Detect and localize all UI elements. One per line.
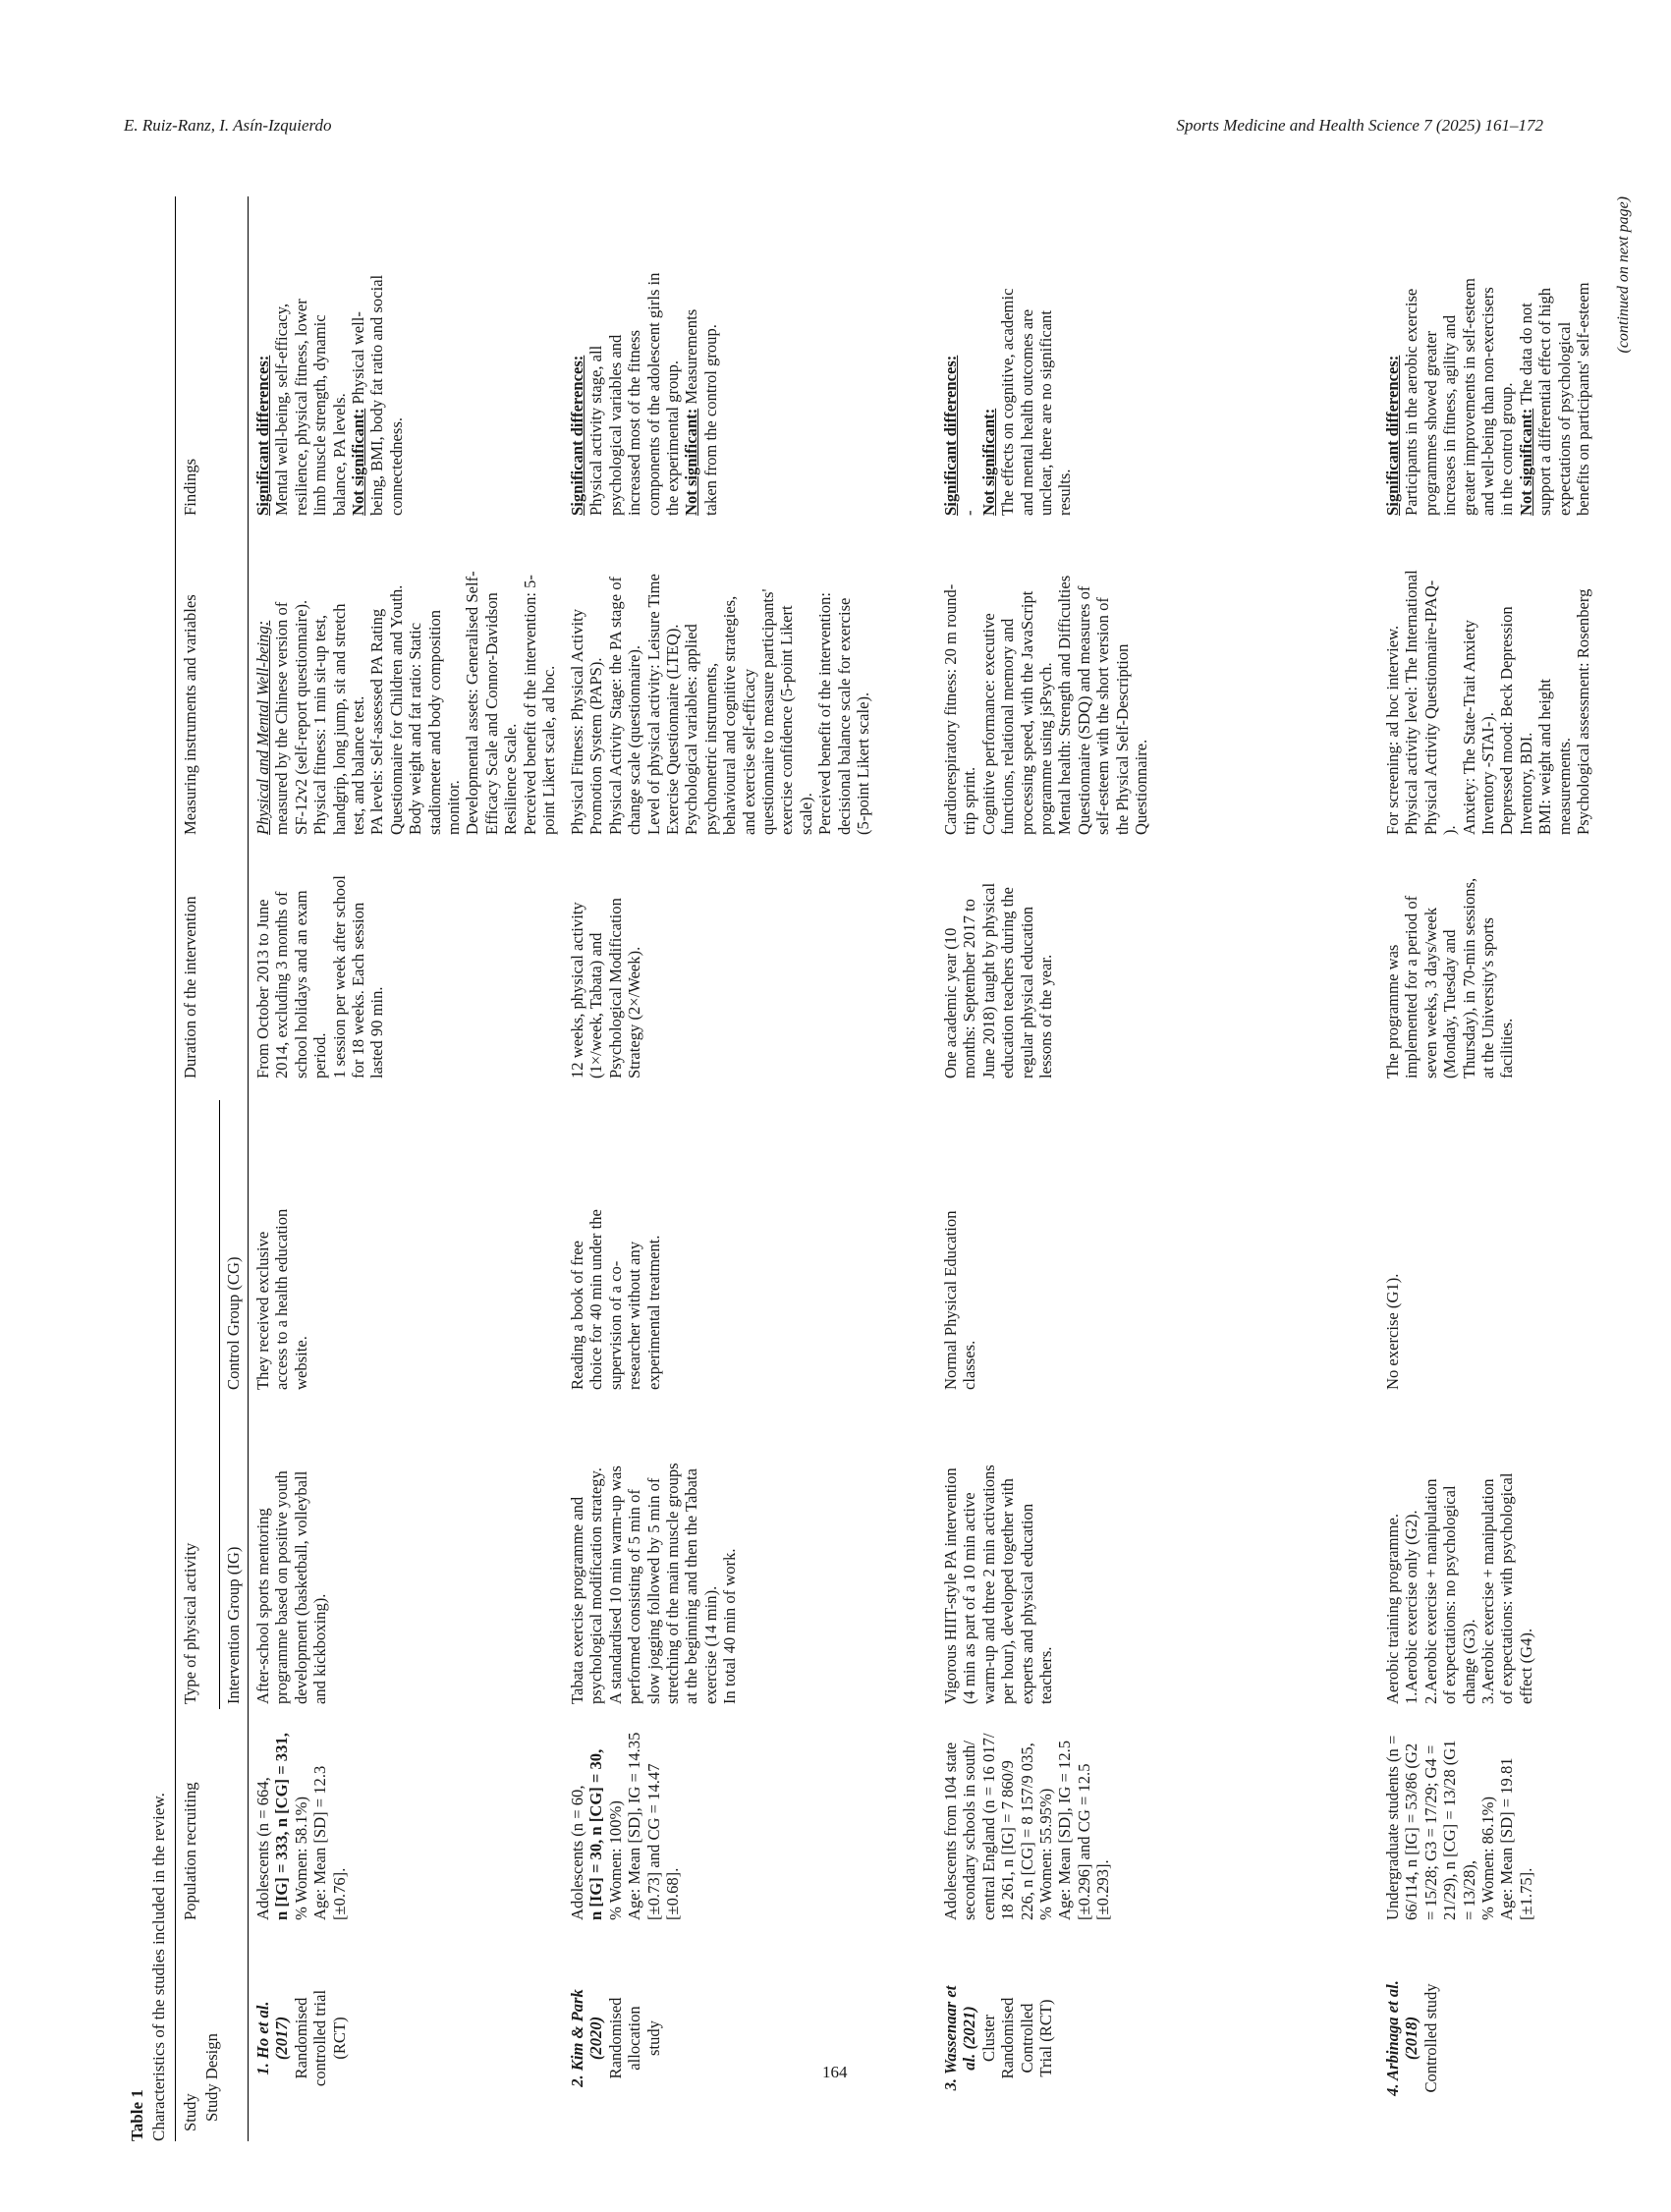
- ig-line: of expectations: with psychological: [1497, 1472, 1517, 1704]
- header-duration: Duration of the intervention: [181, 896, 199, 1078]
- findings-line: in the control group.: [1497, 382, 1517, 516]
- ig-line: 2.Aerobic exercise + manipulation: [1420, 1478, 1440, 1704]
- cg-line: supervision of a co-: [605, 1260, 625, 1390]
- duration-line: lasted 90 min.: [367, 986, 387, 1078]
- population-line: % Women: 58.1%): [291, 1796, 310, 1920]
- study-year: (2020): [586, 2016, 606, 2061]
- findings-line: being, BMI, body fat ratio and social: [367, 274, 387, 516]
- duration-line: Psychological Modification: [605, 898, 625, 1078]
- table-caption: Characteristics of the studies included in the review.: [149, 1793, 168, 2141]
- measuring-line: Questionnaire.: [1132, 739, 1151, 835]
- ig-line: Aerobic training programme.: [1383, 1514, 1402, 1704]
- duration-line: implemented for a period of: [1402, 895, 1421, 1078]
- population-line: Adolescents (n = 664,: [253, 1777, 272, 1920]
- study-design: study: [643, 2020, 663, 2056]
- table-row-2-study: [568, 1935, 663, 2141]
- measuring-line: decisional balance scale for exercise: [834, 597, 854, 835]
- measuring-line: scale).: [796, 793, 815, 835]
- findings-line: programmes showed greater: [1420, 331, 1440, 516]
- findings-sig-label: Significant differences:: [568, 355, 586, 516]
- findings-line: the experimental group.: [663, 359, 683, 516]
- findings-line: psychological variables and: [605, 334, 625, 516]
- measuring-line: Physical fitness: 1 min sit-up test,: [310, 614, 330, 835]
- measuring-line: Resilience Scale.: [501, 723, 521, 835]
- ig-line: Vigorous HIIT-style PA intervention: [941, 1467, 960, 1704]
- population-line: n [IG] = 30, n [CG] = 30,: [586, 1748, 606, 1920]
- cg-line: classes.: [960, 1340, 979, 1390]
- ig-line: slow jogging followed by 5 min of: [643, 1477, 663, 1704]
- measuring-line: Physical activity level: The International: [1402, 570, 1421, 835]
- population-line: Undergraduate students (n =: [1383, 1735, 1402, 1920]
- duration-line: 12 weeks, physical activity: [568, 902, 586, 1078]
- table-row-1-duration: [253, 875, 387, 1078]
- measuring-line: questionnaire to measure participants': [758, 588, 778, 835]
- table-row-3-population: [941, 1734, 1113, 1920]
- duration-line: for 18 weeks. Each session: [349, 902, 368, 1078]
- cg-line: Normal Physical Education: [941, 1210, 960, 1390]
- measuring-line: Physical Activity Stage: the PA stage of: [605, 576, 625, 835]
- findings-line: and mental health outcomes are: [1017, 308, 1036, 516]
- duration-line: 2014, excluding 3 months of: [272, 891, 292, 1078]
- findings-line: The effects on cognitive, academic: [998, 288, 1018, 516]
- study-design: Randomised: [291, 1997, 310, 2079]
- study-year: al. (2021): [960, 2006, 979, 2071]
- findings-line: support a differential effect of high: [1535, 287, 1555, 516]
- duration-line: education teachers during the: [998, 887, 1018, 1078]
- ig-line: programme based on positive youth: [272, 1470, 292, 1704]
- duration-line: Strategy (2×/Week).: [625, 946, 644, 1078]
- table-row-2-cg: [568, 1209, 663, 1390]
- study-design: Controlled study: [1420, 1983, 1440, 2093]
- table-row-4-measuring: [1383, 570, 1592, 835]
- population-line: [±0.68].: [663, 1867, 683, 1920]
- table-row-4-ig: [1383, 1473, 1535, 1704]
- duration-line: 1 session per week after school: [329, 875, 349, 1078]
- findings-nonsig-label: Not significant:: [682, 408, 701, 516]
- measuring-line: For screening: ad hoc interview.: [1383, 625, 1402, 835]
- table-row-1-ig: [253, 1470, 330, 1704]
- measuring-line: change scale (questionnaire).: [625, 644, 644, 835]
- ig-line: teachers.: [1036, 1646, 1056, 1704]
- measuring-line: trip sprint.: [960, 766, 979, 835]
- header-study: Study: [181, 2093, 199, 2131]
- duration-line: at the University's sports: [1478, 917, 1498, 1078]
- duration-line: One academic year (10: [941, 927, 960, 1078]
- findings-nonsig-label: Not significant:: [1516, 408, 1535, 516]
- ig-line: and kickboxing).: [310, 1593, 330, 1704]
- table-row-2-population: [568, 1733, 682, 1920]
- population-line: Adolescents from 104 state: [941, 1742, 960, 1920]
- page-number: 164: [822, 2063, 848, 2081]
- measuring-line: psychometric instruments,: [700, 662, 720, 835]
- findings-line: Measurements: [682, 308, 701, 409]
- measuring-line: test, and balance test.: [349, 695, 368, 835]
- duration-line: period.: [310, 1032, 330, 1078]
- findings-sig-label: Significant differences:: [253, 355, 272, 516]
- findings-line: The data do not: [1516, 303, 1535, 409]
- measuring-line: Promotion System (PAPS).: [586, 657, 606, 835]
- duration-line: (Monday, Tuesday and: [1440, 929, 1460, 1078]
- cg-line: They received exclusive: [253, 1231, 272, 1390]
- population-line: 18 261, n [IG] = 7 860/9: [998, 1760, 1018, 1920]
- population-line: Age: Mean [SD], IG = 14.35: [625, 1732, 644, 1920]
- duration-line: Thursday), in 70-min sessions,: [1459, 877, 1478, 1078]
- cg-line: No exercise (G1).: [1383, 1273, 1402, 1390]
- header-measuring: Measuring instruments and variables: [181, 594, 199, 835]
- findings-line: Participants in the aerobic exercise: [1402, 288, 1421, 516]
- ig-line: performed consisting of 5 min of: [625, 1489, 644, 1704]
- table-row-3-duration: [941, 883, 1055, 1078]
- table-row-1-measuring: [253, 571, 559, 835]
- findings-sig-label: Significant differences:: [1383, 355, 1402, 516]
- table-row-2-measuring: [568, 574, 873, 835]
- ig-line: After-school sports mentoring: [253, 1508, 272, 1704]
- measuring-line: functions, relational memory and: [998, 618, 1018, 835]
- running-header-authors: E. Ruiz-Ranz, I. Asín-Izquierdo: [124, 116, 332, 135]
- duration-line: From October 2013 to June: [253, 899, 272, 1078]
- measuring-line: exercise confidence (5-point Likert: [777, 605, 797, 835]
- study-name: 3. Wassenaar et: [941, 1985, 960, 2091]
- ig-line: 1.Aerobic exercise only (G2).: [1402, 1510, 1421, 1704]
- population-line: [±0.296] and CG = 12.5: [1074, 1763, 1093, 1920]
- measuring-line: Depressed mood: Beck Depression: [1497, 606, 1517, 835]
- ig-line: effect (G4).: [1516, 1628, 1535, 1704]
- measuring-line: SF-12v2 (self-report questionnaire).: [291, 599, 310, 835]
- findings-line: and well-being than non-exercisers: [1478, 287, 1498, 516]
- study-name: 2. Kim & Park: [568, 1989, 586, 2087]
- study-year: (2018): [1402, 2016, 1421, 2061]
- cg-line: Reading a book of free: [568, 1240, 586, 1390]
- measuring-line: ).: [1440, 825, 1460, 835]
- population-line: = 15/28; G3 = 17/29; G4 =: [1420, 1744, 1440, 1920]
- measuring-line: stadiometer and body composition: [424, 609, 444, 835]
- findings-line: Physical activity stage, all: [586, 345, 606, 516]
- table-row-3-study: [941, 1935, 1055, 2141]
- ig-line: of expectations: no psychological: [1440, 1485, 1460, 1704]
- measuring-line: Cognitive performance: executive: [978, 613, 998, 835]
- measuring-line: Mental health: Strength and Difficulties: [1055, 575, 1075, 835]
- table-top-rule: [175, 196, 176, 2141]
- population-line: Age: Mean [SD] = 19.81: [1497, 1757, 1517, 1920]
- measuring-line: Inventory -STAI-).: [1478, 712, 1498, 835]
- findings-line: unclear, there are no significant: [1036, 310, 1056, 516]
- duration-line: regular physical education: [1017, 906, 1036, 1078]
- cg-line: researcher without any: [625, 1241, 644, 1390]
- header-population: Population recruiting: [181, 1782, 199, 1920]
- ig-line: development (basketball, volleyball: [291, 1470, 310, 1704]
- population-line: % Women: 100%): [605, 1800, 625, 1920]
- cg-line: website.: [291, 1336, 310, 1390]
- cg-line: experimental treatment.: [643, 1235, 663, 1390]
- study-design: Randomised: [998, 1997, 1018, 2079]
- study-design: Controlled: [1017, 2003, 1036, 2074]
- findings-line: components of the adolescent girls in: [643, 272, 663, 516]
- population-line: Age: Mean [SD], IG = 12.5: [1055, 1740, 1075, 1920]
- table-row-4-study: [1383, 1935, 1440, 2141]
- ig-line: at the beginning and then the Tabata: [682, 1468, 701, 1704]
- measuring-line: Physical Fitness: Physical Activity: [568, 608, 586, 835]
- study-name: 4. Arbinaga et al.: [1383, 1980, 1402, 2096]
- population-line: % Women: 55.95%): [1036, 1788, 1056, 1920]
- findings-nonsig-label: Not significant:: [349, 408, 368, 516]
- measuring-line: point Likert scale, ad hoc.: [539, 665, 559, 835]
- header-cg: Control Group (CG): [224, 1256, 243, 1390]
- measuring-line: Questionnaire for Children and Youth.: [386, 584, 406, 835]
- population-line: 226, n [CG] = 8 157/9 035,: [1017, 1742, 1036, 1920]
- rotated-table: [128, 177, 1641, 2141]
- findings-line: Mental well-being, self-efficacy,: [272, 303, 292, 516]
- duration-line: lessons of the year.: [1036, 954, 1056, 1078]
- ig-line: In total 40 min of work.: [720, 1548, 740, 1704]
- duration-line: (1×/week, Tabata) and: [586, 932, 606, 1078]
- population-line: % Women: 86.1%): [1478, 1796, 1498, 1920]
- ig-line: Tabata exercise programme and: [568, 1496, 586, 1704]
- cg-line: access to a health education: [272, 1208, 292, 1390]
- measuring-line: self-esteem with the short version of: [1093, 597, 1113, 835]
- measuring-line: Exercise Questionnaire (LTEQ).: [663, 624, 683, 835]
- findings-line: resilience, physical fitness, lower: [291, 299, 310, 516]
- table-row-3-cg: [941, 1211, 979, 1391]
- measuring-line: processing speed, with the JavaScript: [1017, 590, 1036, 835]
- table-row-1-findings: [253, 275, 406, 516]
- study-design: Randomised: [605, 1997, 625, 2079]
- population-line: [±0.76].: [329, 1867, 349, 1920]
- measuring-line: Inventory, BDI.: [1516, 732, 1535, 835]
- measuring-line: Efficacy Scale and Connor-Davidson: [481, 592, 501, 835]
- findings-line: increases in fitness, agility and: [1440, 314, 1460, 516]
- population-line: [±1.75].: [1516, 1867, 1535, 1920]
- ig-line: 3.Aerobic exercise + manipulation: [1478, 1478, 1498, 1704]
- table-row-3-findings: [941, 289, 1075, 516]
- duration-line: seven weeks, 3 days/week: [1420, 907, 1440, 1078]
- duration-line: facilities.: [1497, 1018, 1517, 1078]
- findings-line: -: [960, 510, 979, 516]
- cg-line: choice for 40 min under the: [586, 1209, 606, 1390]
- findings-line: greater improvements in self-esteem: [1459, 278, 1478, 516]
- measuring-line: Questionnaire (SDQ) and measures of: [1074, 585, 1093, 835]
- findings-line: increased most of the fitness: [625, 330, 644, 516]
- measuring-line: Psychological variables: applied: [682, 624, 701, 835]
- population-line: = 13/28),: [1459, 1860, 1478, 1920]
- running-header-journal: Sports Medicine and Health Science 7 (2025) 161–172: [1176, 116, 1543, 135]
- findings-nonsig-label: Not significant:: [978, 408, 998, 516]
- study-design: Trial (RCT): [1036, 1999, 1056, 2077]
- duration-line: months: September 2017 to: [960, 899, 979, 1078]
- measuring-line: monitor.: [444, 780, 464, 835]
- ig-line: per hour), developed together with: [998, 1478, 1018, 1704]
- measuring-line: and exercise self-efficacy: [739, 668, 758, 835]
- measuring-line: programme using jsPsych.: [1036, 662, 1056, 835]
- population-line: [±0.73] and CG = 14.47: [643, 1763, 663, 1920]
- measuring-line: measured by the Chinese version of: [272, 601, 292, 835]
- study-year: (2017): [272, 2016, 292, 2061]
- study-design: allocation: [625, 2006, 644, 2071]
- ig-line: warm-up and three 2 min activations: [978, 1465, 998, 1704]
- ig-line: psychological modification strategy.: [586, 1467, 606, 1704]
- table-label: Table 1: [128, 2089, 146, 2141]
- findings-line: results.: [1055, 469, 1075, 516]
- measuring-line: Level of physical activity: Leisure Time: [643, 574, 663, 835]
- population-line: central England (n = 16 017/: [978, 1733, 998, 1920]
- table-row-1-study: [253, 1935, 349, 2141]
- ig-line: exercise (14 min).: [700, 1585, 720, 1704]
- measuring-line: BMI: weight and height: [1535, 678, 1555, 835]
- ig-line: (4 min as part of a 10 min active: [960, 1492, 979, 1704]
- table-row-3-ig: [941, 1465, 1055, 1704]
- measuring-line: Perceived benefit of the intervention: 5-: [520, 575, 539, 835]
- population-line: n [IG] = 333, n [CG] = 331,: [272, 1733, 292, 1920]
- study-name: 1. Ho et al.: [253, 2001, 272, 2075]
- measuring-line: PA levels: Self-assessed PA Rating: [367, 608, 387, 835]
- table-row-2-findings: [568, 273, 720, 516]
- table-row-3-measuring: [941, 576, 1150, 835]
- population-line: Adolescents (n = 60,: [568, 1785, 586, 1920]
- measuring-line: Physical and Mental Well-being:: [253, 620, 272, 835]
- measuring-line: measurements.: [1554, 737, 1574, 835]
- measuring-line: Body weight and fat ratio: Static: [406, 622, 425, 835]
- study-design: Cluster: [978, 2015, 998, 2062]
- findings-line: expectations of psychological: [1554, 321, 1574, 516]
- continued-note: (continued on next page): [1615, 196, 1632, 354]
- population-line: [±0.293].: [1093, 1859, 1113, 1920]
- findings-line: Physical well-: [349, 311, 368, 409]
- table-row-2-duration: [568, 898, 644, 1078]
- table-row-4-findings: [1383, 278, 1592, 516]
- header-type-pa: Type of physical activity: [181, 1542, 199, 1704]
- study-design: controlled trial: [310, 1989, 330, 2087]
- ig-line: experts and physical education: [1017, 1503, 1036, 1704]
- measuring-line: behavioural and cognitive strategies,: [720, 595, 740, 835]
- measuring-line: Perceived benefit of the intervention:: [815, 592, 835, 835]
- findings-line: limb muscle strength, dynamic: [310, 314, 330, 516]
- header-findings: Findings: [181, 458, 199, 516]
- ig-line: A standardised 10 min warm-up was: [605, 1465, 625, 1704]
- measuring-line: Psychological assessment: Rosenberg: [1574, 588, 1593, 835]
- measuring-line: Developmental assets: Generalised Self-: [463, 571, 482, 835]
- population-line: 66/114, n [IG] = 53/86 (G2: [1402, 1742, 1421, 1920]
- table-row-1-population: [253, 1733, 349, 1920]
- duration-line: school holidays and an exam: [291, 890, 310, 1078]
- header-ig: Intervention Group (IG): [224, 1546, 243, 1704]
- measuring-line: Cardiorespiratory fitness: 20 m round-: [941, 583, 960, 835]
- table-row-1-cg: [253, 1209, 310, 1390]
- findings-line: taken from the control group.: [700, 324, 720, 516]
- table-subheader-rule: [219, 1100, 220, 1709]
- duration-line: June 2018) taught by physical: [978, 882, 998, 1078]
- duration-line: The programme was: [1383, 944, 1402, 1078]
- findings-line: benefits on participants' self-esteem: [1574, 282, 1593, 516]
- measuring-line: Anxiety: The State-Trait Anxiety: [1459, 620, 1478, 835]
- measuring-line: the Physical Self-Description: [1112, 643, 1132, 835]
- ig-line: change (G3).: [1459, 1619, 1478, 1704]
- population-line: 21/29), n [CG] = 13/28 (G1: [1440, 1740, 1460, 1920]
- findings-line: connectedness.: [386, 417, 406, 516]
- study-design: (RCT): [329, 2017, 349, 2060]
- header-study-design: Study Design: [202, 2033, 221, 2122]
- table-row-4-cg: [1383, 1274, 1402, 1390]
- measuring-line: handgrip, long jump, sit and stretch: [329, 603, 349, 835]
- table-row-4-duration: [1383, 878, 1517, 1078]
- table-header-rule: [248, 196, 249, 2141]
- population-line: secondary schools in south/: [960, 1741, 979, 1920]
- population-line: Age: Mean [SD] = 12.3: [310, 1765, 330, 1920]
- findings-line: balance, PA levels.: [329, 393, 349, 516]
- findings-sig-label: Significant differences:: [941, 355, 960, 516]
- ig-line: stretching of the main muscle groups: [663, 1463, 683, 1704]
- table-row-4-population: [1383, 1736, 1535, 1920]
- measuring-line: (5-point Likert scale).: [854, 691, 873, 835]
- measuring-line: Physical Activity Questionnaire-IPAQ-: [1420, 580, 1440, 835]
- table-row-2-ig: [568, 1463, 740, 1704]
